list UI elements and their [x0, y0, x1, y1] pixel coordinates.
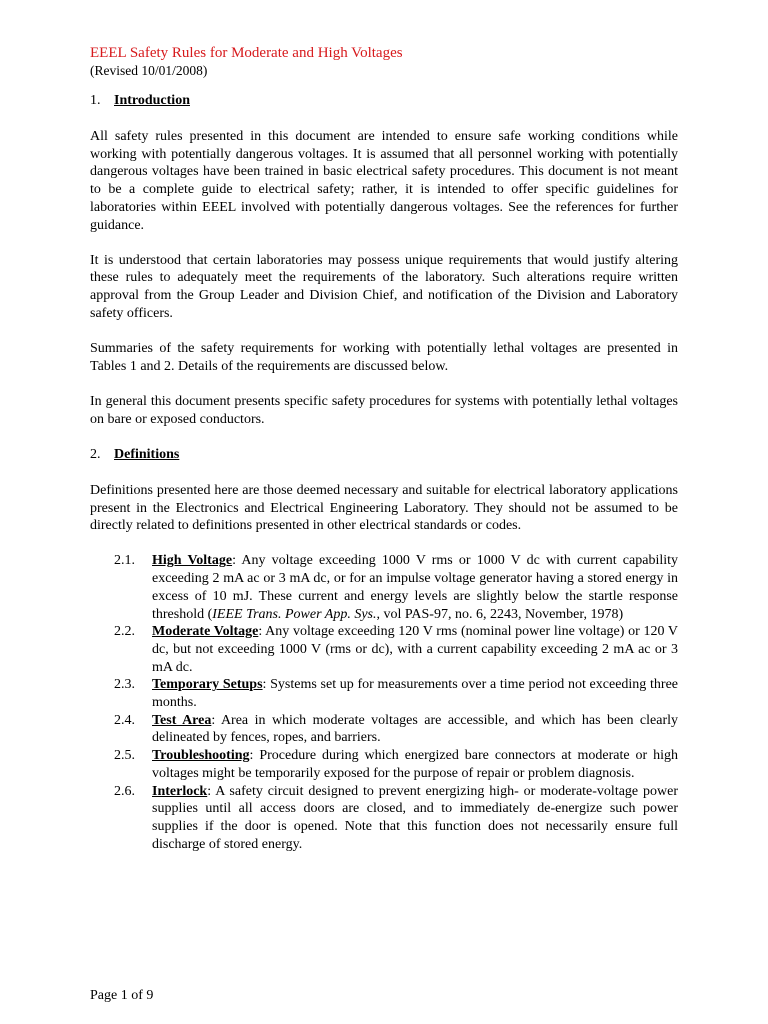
section-number: 1.: [90, 93, 101, 108]
definition-body: : Procedure during which energized bare connectors at moderate or high voltages might be temporarily exposed for the purpose of repair or problem diagnosis.: [152, 748, 678, 781]
intro-paragraph-2: It is understood that certain laboratories may possess unique requirements that would justify altering these rules to adequately meet the requirements of the laboratory. Such alterations require written approval from the Group Leader and Division Chief, and notification of the Division and Laboratory safety officers.: [90, 252, 678, 321]
intro-paragraph-1: All safety rules presented in this document are intended to ensure safe working conditions while working with potentially dangerous voltages. It is assumed that all personnel working with potentially dangerous voltages have been trained in basic electrical safety procedures. This document is not meant to be a complete guide to electrical safety; rather, it is intended to offer specific guidelines for laboratories within EEEL involved with potentially dangerous voltages. See the references for further guidance.: [90, 129, 678, 233]
section-title: Introduction: [114, 93, 190, 108]
definition-term: Temporary Setups: [152, 677, 263, 693]
definition-number: 2.2.: [114, 624, 135, 640]
intro-paragraph-3: Summaries of the safety requirements for working with potentially lethal voltages are presented in Tables 1 and 2. Details of the requirements are discussed below.: [90, 341, 678, 374]
section-title: Definitions: [114, 446, 180, 462]
definitions-list: [90, 552, 678, 853]
definition-text: [152, 676, 678, 711]
definition-text: [152, 747, 678, 782]
definition-item: [90, 747, 678, 782]
definition-text: [152, 712, 678, 747]
section-number: 2.: [90, 446, 101, 462]
section-heading-introduction: [90, 92, 678, 110]
definition-term: Test Area: [152, 712, 212, 728]
definition-term: Moderate Voltage: [152, 624, 259, 640]
definition-item: [90, 783, 678, 854]
definition-number: 2.1.: [114, 553, 135, 569]
definition-item: [90, 552, 678, 623]
page-number-footer: Page 1 of 9: [90, 988, 154, 1003]
definitions-intro: Definitions presented here are those deemed necessary and suitable for electrical laboratory applications present in the Electronics and Electrical Engineering Laboratory. They should not be assumed to be directly related to definitions presented in other electrical standards or codes.: [90, 482, 678, 534]
definition-number: 2.3.: [114, 677, 135, 693]
definition-number: 2.4.: [114, 712, 135, 728]
definition-term: Troubleshooting: [152, 748, 250, 764]
definition-number: 2.5.: [114, 748, 135, 764]
definition-term: High Voltage: [152, 553, 233, 569]
definition-item: [90, 712, 678, 747]
definition-number: 2.6.: [114, 783, 135, 799]
definition-item: [90, 623, 678, 676]
definition-item: [90, 676, 678, 711]
definition-body-cont: , vol PAS-97, no. 6, 2243, November, 1978): [376, 606, 624, 622]
definition-text: [152, 623, 678, 676]
definition-body: : Any voltage exceeding 120 V rms (nominal power line voltage) or 120 V dc, but not exceeding 1000 V (rms or dc), with a current capability exceeding 2 mA ac or 3 mA dc.: [152, 624, 678, 675]
definition-body: : A safety circuit designed to prevent energizing high- or moderate-voltage power supplies until all access doors are closed, and to immediately de-energize such power supplies if the door is opened. Note that this function does not necessarily ensure full discharge of stored energy.: [152, 783, 678, 852]
intro-paragraph-4: In general this document presents specific safety procedures for systems with potentially lethal voltages on bare or exposed conductors.: [90, 393, 678, 427]
definition-body: : Systems set up for measurements over a time period not exceeding three months.: [152, 677, 678, 711]
definition-body: : Any voltage exceeding 1000 V rms or 1000 V dc with current capability exceeding 2 mA ac or 3 mA dc, or for an impulse voltage generator having a stored energy in excess of 10 mJ. These current and energy levels are slightly below the startle response threshold (: [152, 553, 679, 622]
definition-body: : Area in which moderate voltages are accessible, and which has been clearly delineated by fences, ropes, and barriers.: [152, 712, 678, 746]
document-title: EEEL Safety Rules for Moderate and High Voltages: [90, 45, 403, 61]
definition-term: Interlock: [152, 783, 208, 799]
revision-date: (Revised 10/01/2008): [90, 63, 208, 78]
citation-journal: IEEE Trans. Power App. Sys.: [212, 606, 377, 622]
definition-text: [152, 783, 678, 854]
definition-text: [152, 552, 678, 623]
page-content: [90, 44, 678, 853]
section-heading-definitions: [90, 446, 678, 464]
